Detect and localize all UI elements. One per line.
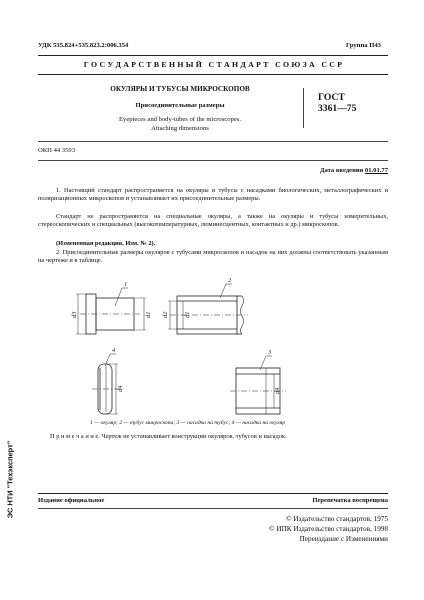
- reprint-forbidden: Перепечатка воспрещена: [312, 497, 388, 504]
- eyepiece-drawing: [76, 288, 146, 334]
- effective-date-value: 01.01.77: [364, 167, 388, 174]
- body-tube-drawing: [168, 284, 248, 334]
- edition-note-text: (Измененная редакция, Изм. № 2).: [56, 240, 156, 247]
- dim-d4-cap: d4: [117, 385, 124, 392]
- drawing-label-2: 2: [228, 277, 232, 284]
- drawing-note: П р и м е ч а н и е. Чертеж не устанавливает конструкции окуляров, тубусов и насадок.: [50, 433, 287, 440]
- copyright-1998: © ИПК Издательство стандартов, 1998: [269, 525, 388, 533]
- paragraph-3: [38, 249, 388, 265]
- document-title: ОКУЛЯРЫ И ТУБУСЫ МИКРОСКОПОВ: [110, 85, 250, 93]
- paragraph-1: [38, 187, 388, 203]
- footer-rule-bottom: [38, 508, 388, 509]
- paragraph-3-text: 2. Присоединительные размеры окуляров с тубусами микроскопов и насадок на них должны соответствовать указанным на чертеже и в таблице.: [38, 249, 388, 265]
- english-title-line2: Attaching dimensions: [151, 125, 209, 132]
- okp-rule-bottom: [38, 160, 388, 161]
- dim-d2: d2: [162, 311, 169, 318]
- group-code: Группа П43: [346, 42, 381, 49]
- dim-d1-tube: d1: [184, 311, 191, 318]
- okp-code: ОКП 44 3593: [38, 147, 75, 154]
- drawing-label-3: 3: [268, 349, 272, 356]
- footer-rule-top: [38, 493, 388, 494]
- official-edition: Издание официальное: [38, 497, 105, 504]
- state-standard-banner: Г О С У Д А Р С Т В Е Н Н Ы Й С Т А Н Д А Р Т С О Ю З А С С Р: [83, 60, 343, 69]
- document-subtitle: Присоединительные размеры: [135, 102, 225, 109]
- dim-d3: d3: [71, 311, 78, 318]
- figure-caption: 1 — окуляр; 2 — тубус микроскопа; 3 — насадка на тубус; 4 — насадка на окуляр: [90, 420, 286, 426]
- edition-note: [38, 240, 388, 248]
- gost-number: 3361—75: [318, 103, 357, 114]
- drawing-label-4: 4: [112, 347, 116, 354]
- udk-code: УДК 535.824+535.823.2:006.354: [38, 42, 129, 49]
- gost-label: ГОСТ: [318, 92, 345, 103]
- header-rule-bottom: [38, 74, 388, 75]
- copyright-1975: © Издательство стандартов, 1975: [286, 515, 388, 523]
- eyepiece-cap-drawing: [92, 354, 120, 414]
- side-stamp: ЭС НТИ "Техэксперт": [5, 440, 15, 519]
- paragraph-2-text: Стандарт не распространяется на специальные окуляры, а также на окуляры и тубусы измерительных, стереоскопических и специальных (высокотемпературных, люминесцентных, контактных и др.) микроскопов.: [38, 213, 388, 229]
- effective-date-label: Дата введения: [319, 167, 364, 174]
- reissue-note: Переиздание с Изменениями: [299, 535, 388, 543]
- effective-date: [300, 167, 388, 175]
- dim-d4-attachment: d4: [274, 387, 281, 394]
- header-rule-top: [38, 55, 388, 56]
- drawing-label-1: 1: [124, 281, 128, 288]
- dim-d1: d1: [145, 311, 152, 318]
- paragraph-2: [38, 213, 388, 229]
- technical-drawing: [60, 268, 370, 423]
- tube-attachment-drawing: [230, 356, 286, 414]
- gost-vertical-rule: [303, 88, 304, 128]
- english-title-line1: Eyepieces and body-tubes of the microscopes.: [119, 116, 241, 123]
- paragraph-1-text: 1. Настоящий стандарт распространяется на окуляры и тубусы с насадками биологических, металлографических и поляризационных микроскопов и устанавливает их присоединительные размеры.: [38, 187, 388, 203]
- okp-rule-top: [38, 141, 388, 142]
